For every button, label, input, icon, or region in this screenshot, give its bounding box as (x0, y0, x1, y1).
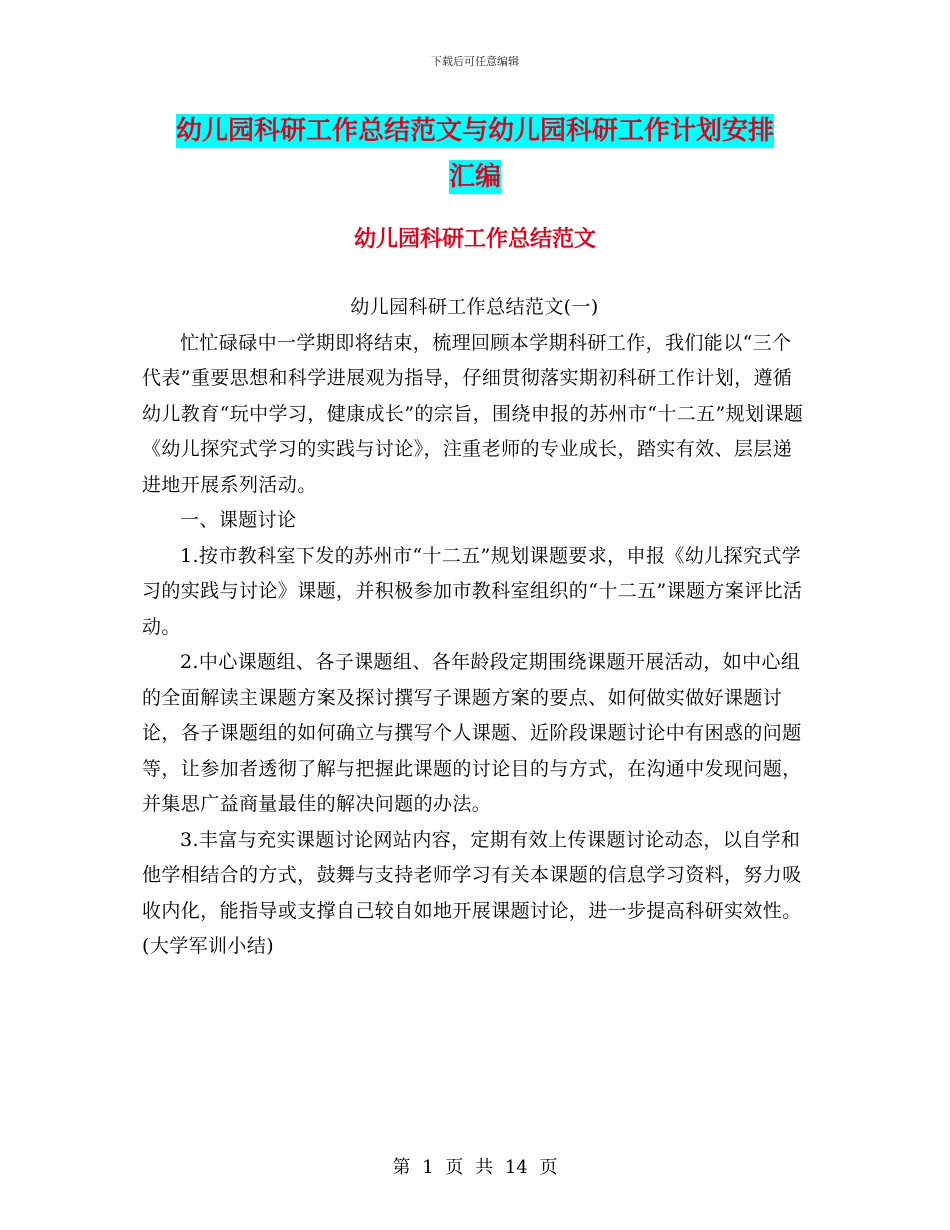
paragraph-item-2: 2.中心课题组、各子课题组、各年龄段定期围绕课题开展活动，如中心组的全面解读主课题方案及探讨撰写子课题方案的要点、如何做实做好课题讨论，各子课题组的如何确立与撰写个人课题、近阶段课题讨论中有困惑的问题等，让参加者透彻了解与把握此课题的讨论目的与方式，在沟通中发现问题，并集思广益商量最佳的解决问题的办法。 (142, 651, 802, 815)
paragraph-heading-research: 一、课题讨论 (180, 509, 297, 531)
page-number: 第 1 页 共 14 页 (392, 1157, 558, 1178)
header-note: 下载后可任意编辑 (431, 55, 519, 68)
title-line-2: 汇编 (448, 162, 501, 192)
paragraph-item-3: 3.丰富与充实课题讨论网站内容，定期有效上传课题讨论动态，以自学和他学相结合的方式，鼓舞与支持老师学习有关本课题的信息学习资料，努力吸收内化，能指导或支撑自己较自如地开展课题讨论，进一步提高科研实效性。(大学军训小结) (142, 828, 802, 957)
document-title (143, 108, 807, 200)
title-line-1: 幼儿园科研工作总结范文与幼儿园科研工作计划安排 (175, 116, 774, 146)
section-title: 幼儿园科研工作总结范文 (353, 227, 596, 252)
sub-heading: 幼儿园科研工作总结范文(一) (350, 296, 599, 318)
document-body (142, 290, 807, 965)
paragraph-intro: 忙忙碌碌中一学期即将结束，梳理回顾本学期科研工作，我们能以“三个代表”重要思想和科学进展观为指导，仔细贯彻落实期初科研工作计划，遵循幼儿教育“玩中学习，健康成长”的宗旨，围绕申报的苏州市“十二五”规划课题《幼儿探究式学习的实践与讨论》，注重老师的专业成长，踏实有效、层层递进地开展系列活动。 (142, 331, 804, 496)
paragraph-item-1: 1.按市教科室下发的苏州市“十二五”规划课题要求，申报《幼儿探究式学习的实践与讨论》课题，并积极参加市教科室组织的“十二五”课题方案评比活动。 (142, 544, 803, 638)
